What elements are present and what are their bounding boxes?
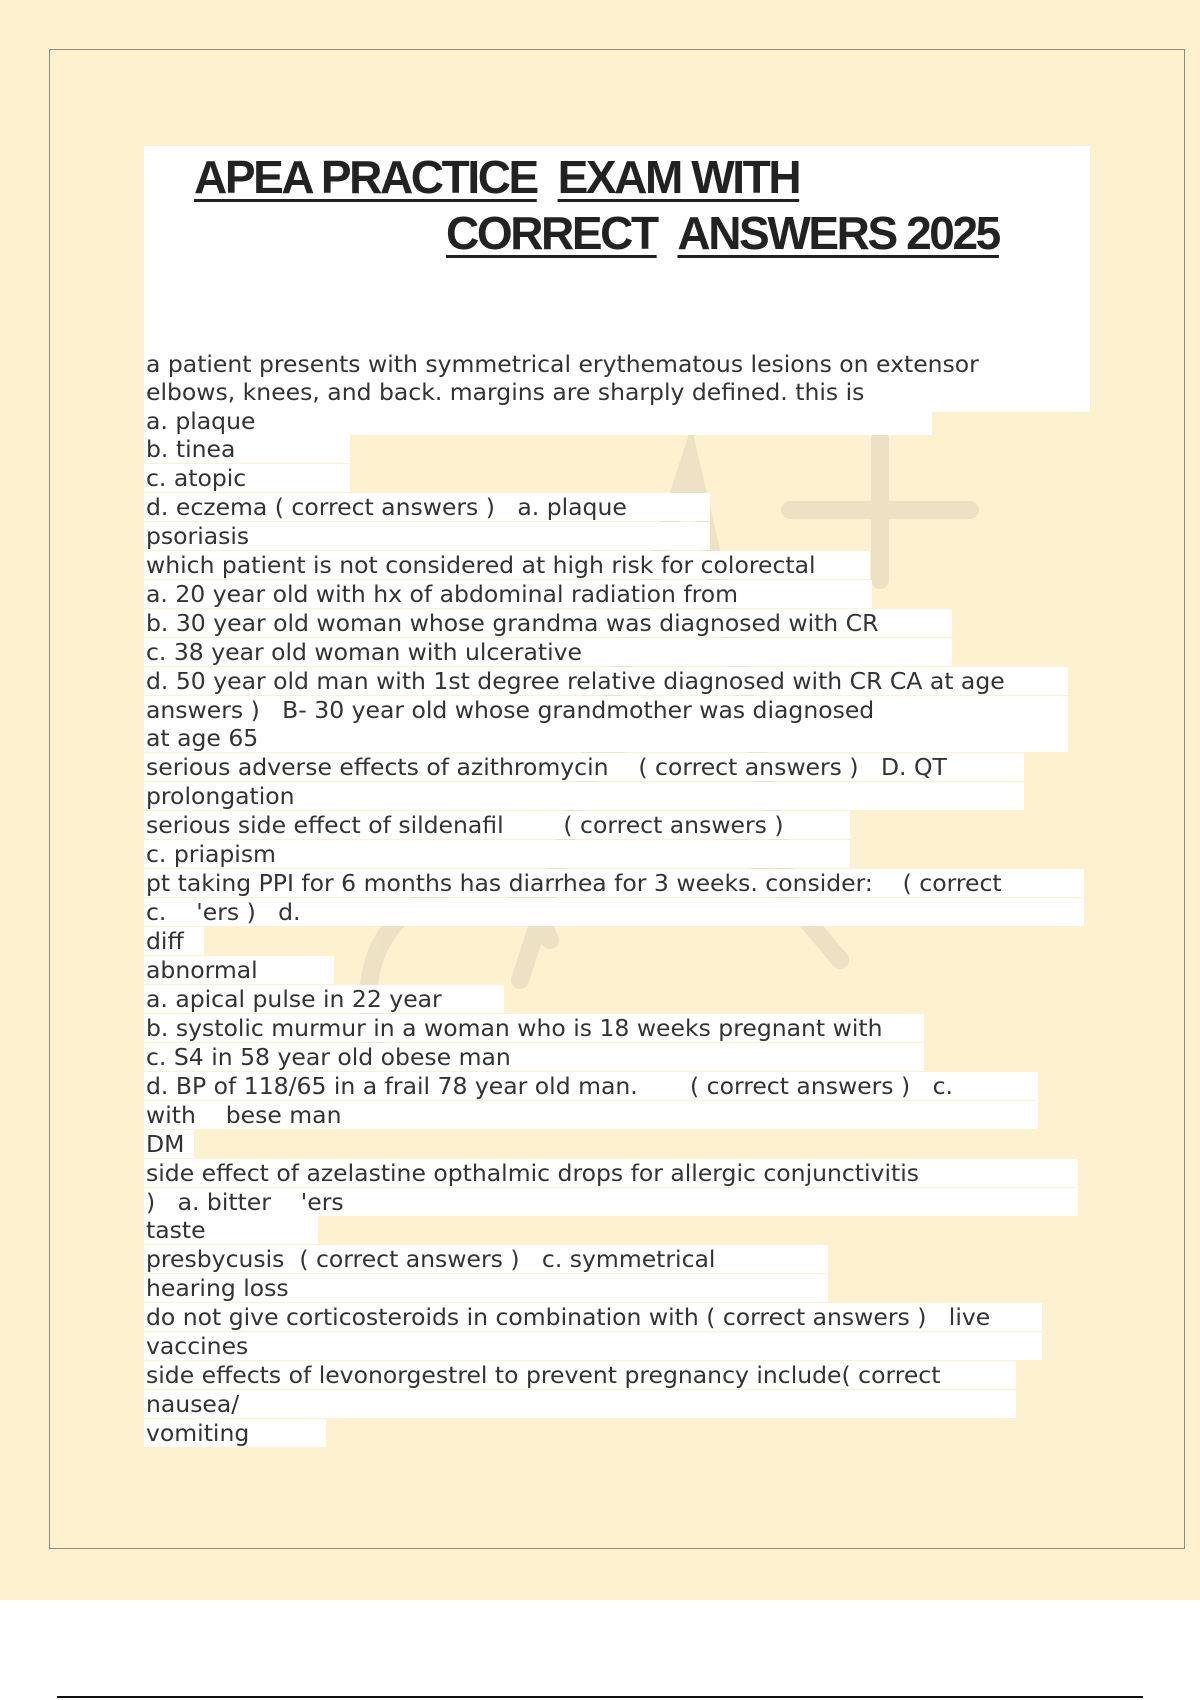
text-line: diff xyxy=(146,927,184,955)
text-line: a. 20 year old with hx of abdominal radiation from xyxy=(146,580,739,608)
text-line: abnormal xyxy=(146,956,258,984)
text-line: serious side effect of sildenafil ( correct answers ) xyxy=(146,811,784,839)
document-title-line-1 xyxy=(194,150,799,204)
text-line: vaccines xyxy=(146,1332,249,1360)
text-line: at age 65 xyxy=(146,724,259,752)
text-line: elbows, knees, and back. margins are sharply defined. this is xyxy=(146,378,865,406)
text-line: psoriasis xyxy=(146,522,250,550)
text-line: serious adverse effects of azithromycin ( correct answers ) D. QT xyxy=(146,753,947,781)
text-line: b. 30 year old woman whose grandma was diagnosed with CR xyxy=(146,609,879,637)
text-line: d. eczema ( correct answers ) a. plaque xyxy=(146,493,627,521)
text-line: with bese man xyxy=(146,1101,342,1129)
title-word-group: EXAM WITH xyxy=(557,151,800,203)
text-line: d. BP of 118/65 in a frail 78 year old man. ( correct answers ) c. xyxy=(146,1072,953,1100)
title-word-group: CORRECT xyxy=(446,207,657,259)
text-line: c. 'ers ) d. xyxy=(146,898,301,926)
text-line: side effect of azelastine opthalmic drops for allergic conjunctivitis xyxy=(146,1159,919,1187)
title-word-group: APEA PRACTICE xyxy=(194,151,537,203)
text-line: a patient presents with symmetrical erythematous lesions on extensor xyxy=(146,350,979,378)
document-title-line-2 xyxy=(446,206,999,260)
text-line: c. atopic xyxy=(146,464,247,492)
text-line: c. priapism xyxy=(146,840,276,868)
text-line: a. plaque xyxy=(146,407,256,435)
text-line: c. S4 in 58 year old obese man xyxy=(146,1043,511,1071)
text-line: a. apical pulse in 22 year xyxy=(146,985,442,1013)
text-line: d. 50 year old man with 1st degree relative diagnosed with CR CA at age xyxy=(146,667,1005,695)
text-line: nausea/ xyxy=(146,1390,240,1418)
footer-rule xyxy=(57,1696,1143,1698)
text-line: b. tinea xyxy=(146,435,236,463)
text-line: vomiting xyxy=(146,1419,250,1447)
text-line: prolongation xyxy=(146,782,295,810)
text-line: hearing loss xyxy=(146,1274,289,1302)
text-line: pt taking PPI for 6 months has diarrhea for 3 weeks. consider: ( correct xyxy=(146,869,1002,897)
text-line: answers ) B- 30 year old whose grandmother was diagnosed xyxy=(146,696,875,724)
text-line: do not give corticosteroids in combination with ( correct answers ) live xyxy=(146,1303,991,1331)
text-line: b. systolic murmur in a woman who is 18 weeks pregnant with xyxy=(146,1014,883,1042)
text-line: side effects of levonorgestrel to prevent pregnancy include( correct xyxy=(146,1361,941,1389)
text-line: presbycusis ( correct answers ) c. symmetrical xyxy=(146,1245,716,1273)
text-line: which patient is not considered at high risk for colorectal xyxy=(146,551,816,579)
text-line: ) a. bitter 'ers xyxy=(146,1188,344,1216)
text-line: DM xyxy=(146,1130,185,1158)
text-line: taste xyxy=(146,1216,206,1244)
title-word-group: ANSWERS 2025 xyxy=(677,207,999,259)
text-line: c. 38 year old woman with ulcerative xyxy=(146,638,582,666)
